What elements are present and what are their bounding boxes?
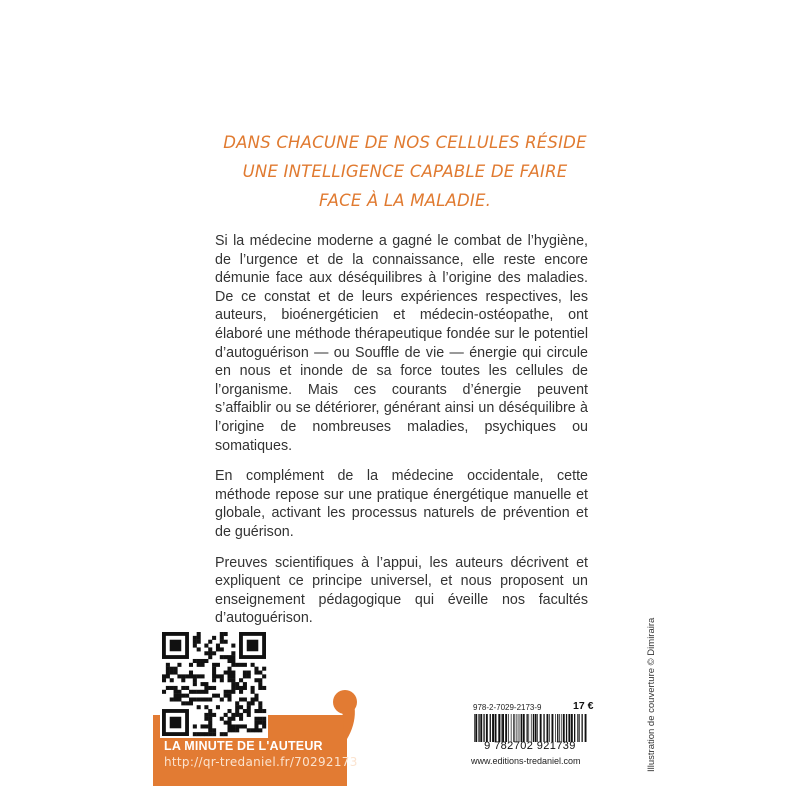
headline-line-2: UNE INTELLIGENCE CAPABLE DE FAIRE — [242, 162, 568, 181]
publisher-website[interactable]: www.editions-tredaniel.com — [471, 756, 581, 766]
price: 17 € — [573, 700, 594, 712]
blurb — [215, 232, 588, 640]
comma-swoosh-icon — [330, 688, 366, 758]
barcode-digits: 9 782702 921739 — [484, 740, 576, 752]
isbn: 978-2-7029-2173-9 — [473, 703, 542, 712]
blurb-paragraph-1: Si la médecine moderne a gagné le combat de l’hygiène, de l’urgence et de la connaissance, elle reste encore démunie face aux déséquilibres à l’origine des maladies. De ce constat et de leurs expériences respectives, les auteurs, bioénergéticien et médecin-ostéopathe, ont élaboré une méthode thérapeutique fondée sur le potentiel d’autoguérison — ou Souffle de vie — énergie qui circule en nous et inonde de sa force toutes les cellules de l’organisme. Mais ces courants d’énergie peuvent s’affaiblir ou se détériorer, générant ainsi un déséquilibre à l’origine de nombreuses maladies, psychiques ou somatiques. — [215, 233, 588, 454]
author-minute-url[interactable]: http://qr-tredaniel.fr/70292173 — [164, 755, 358, 769]
qr-code[interactable] — [160, 630, 268, 738]
headline-line-1: DANS CHACUNE DE NOS CELLULES RÉSIDE — [223, 133, 587, 152]
illustration-credit-text: Illustration de couverture © Dimiraira — [646, 617, 657, 772]
blurb-paragraph-3: Preuves scientifiques à l’appui, les auteurs décrivent et expliquent ce principe universel, et nous proposent un enseignement pédagogique qui éveille nos facultés d’autoguérison. — [215, 554, 588, 627]
author-minute-title: LA MINUTE DE L'AUTEUR — [164, 739, 323, 753]
headline-line-3: FACE À LA MALADIE. — [318, 191, 492, 210]
headline — [200, 128, 610, 215]
illustration-credit — [646, 612, 662, 772]
qr-code-icon — [160, 630, 268, 738]
blurb-paragraph-2: En complément de la médecine occidentale, cette méthode repose sur une pratique énergétique manuelle et globale, activant les processus naturels de prévention et de guérison. — [215, 468, 588, 540]
